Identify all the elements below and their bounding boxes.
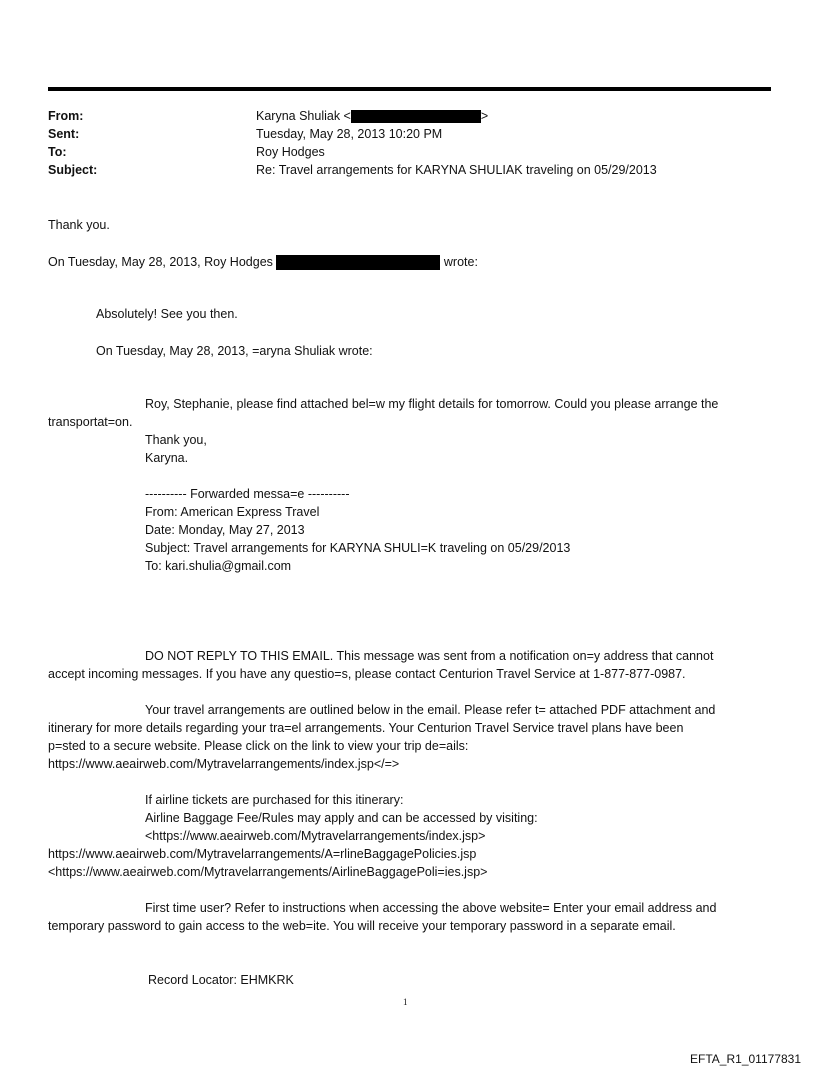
document-id: EFTA_R1_01177831 <box>690 1052 801 1066</box>
do-not-reply-line-2: accept incoming messages. If you have any questio=s, please contact Centurion Travel Service at 1-877-877-0987. <box>48 667 686 681</box>
forwarded-subject: Subject: Travel arrangements for KARYNA SHULI=K traveling on 05/29/2013 <box>145 541 571 555</box>
sent-value: Tuesday, May 28, 2013 10:20 PM <box>256 127 443 141</box>
airline-link-2: https://www.aeairweb.com/Mytravelarrangements/A=rlineBaggagePolicies.jsp <box>48 847 477 861</box>
arrangements-link: https://www.aeairweb.com/Mytravelarrangements/index.jsp</=> <box>48 757 400 771</box>
roy-steph-line-2: transportat=on. <box>48 415 133 429</box>
wrote-prefix: On Tuesday, May 28, 2013, Roy Hodges <box>48 255 273 269</box>
absolutely-line: Absolutely! See you then. <box>96 307 238 321</box>
arrangements-line-1: Your travel arrangements are outlined below in the email. Please refer t= attached PDF attachment and <box>145 703 716 717</box>
subject-value: Re: Travel arrangements for KARYNA SHULIAK traveling on 05/29/2013 <box>256 163 657 177</box>
record-locator: Record Locator: EHMKRK <box>148 973 294 987</box>
arrangements-line-3: p=sted to a secure website. Please click on the link to view your trip de=ails: <box>48 739 469 753</box>
first-time-line-1: First time user? Refer to instructions when accessing the above website= Enter your email address and <box>145 901 717 915</box>
thank-you-line: Thank you, <box>145 433 207 447</box>
wrote-line <box>48 253 478 271</box>
forwarded-header: ---------- Forwarded messa=e ---------- <box>145 487 350 501</box>
from-row <box>48 107 488 125</box>
airline-line-1: If airline tickets are purchased for this itinerary: <box>145 793 404 807</box>
sent-row <box>48 125 442 143</box>
signature-line: Karyna. <box>145 451 189 465</box>
arrangements-line-2: itinerary for more details regarding your tra=el arrangements. Your Centurion Travel Service travel plans have been <box>48 721 684 735</box>
subject-row <box>48 161 657 179</box>
forwarded-to: To: kari.shulia@gmail.com <box>145 559 292 573</box>
first-time-line-2: temporary password to gain access to the web=ite. You will receive your temporary password in a separate email. <box>48 919 676 933</box>
redaction-bar <box>351 110 481 123</box>
to-label: To: <box>48 145 67 159</box>
airline-link-3: <https://www.aeairweb.com/Mytravelarrangements/AirlineBaggagePoli=ies.jsp> <box>48 865 488 879</box>
wrote-suffix: wrote: <box>443 255 478 269</box>
do-not-reply-line-1: DO NOT REPLY TO THIS EMAIL. This message was sent from a notification on=y address that cannot <box>145 649 714 663</box>
to-row <box>48 143 325 161</box>
airline-line-2: Airline Baggage Fee/Rules may apply and can be accessed by visiting: <box>145 811 538 825</box>
forwarded-from: From: American Express Travel <box>145 505 320 519</box>
roy-steph-line-1: Roy, Stephanie, please find attached bel=w my flight details for tomorrow. Could you please arrange the <box>145 397 719 411</box>
from-value: Karyna Shuliak < <box>256 109 351 123</box>
forwarded-date: Date: Monday, May 27, 2013 <box>145 523 305 537</box>
page-number: 1 <box>403 997 408 1007</box>
thanks-line: Thank you. <box>48 218 110 232</box>
sent-label: Sent: <box>48 127 80 141</box>
to-value: Roy Hodges <box>256 145 325 159</box>
from-tail: > <box>480 109 489 123</box>
redaction-bar <box>276 255 440 270</box>
subject-label: Subject: <box>48 163 98 177</box>
airline-link-1: <https://www.aeairweb.com/Mytravelarrangements/index.jsp> <box>145 829 486 843</box>
header-divider <box>48 87 771 91</box>
from-label: From: <box>48 109 84 123</box>
on-karyna-line: On Tuesday, May 28, 2013, =aryna Shuliak wrote: <box>96 344 373 358</box>
